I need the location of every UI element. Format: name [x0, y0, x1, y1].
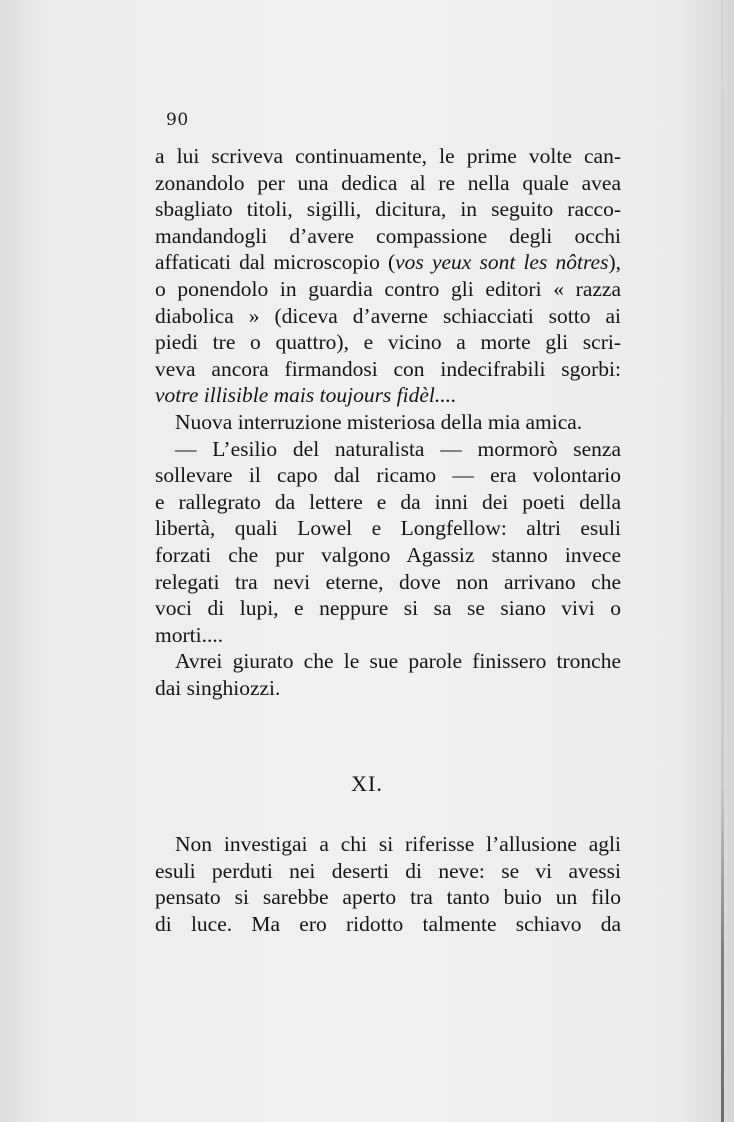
- text-line: — L’esilio del naturalista — mormorò senza: [175, 436, 621, 461]
- text-line: dai singhiozzi.: [155, 675, 281, 700]
- text-line-italic-signature: votre illisible mais toujours fidèl....: [155, 383, 457, 408]
- text-line: veva ancora firmandosi con indecifrabili sgorbi:: [155, 356, 621, 381]
- text-line: Non investigai a chi si riferisse l’allusione agli: [175, 832, 621, 856]
- chapter-text: [155, 831, 621, 937]
- main-text: [155, 143, 621, 701]
- text-line: forzati che pur valgono Agassiz stanno invece: [155, 542, 621, 567]
- page-edge-shadow: [721, 0, 724, 1122]
- text-line: sollevare il capo dal ricamo — era volontario: [155, 463, 621, 488]
- text-fragment: ),: [608, 250, 621, 275]
- italic-quote: vos yeux sont les nôtres: [395, 250, 609, 275]
- text-line: esuli perduti nei deserti di neve: se vi avessi: [155, 858, 621, 883]
- text-line: Avrei giurato che le sue parole finissero tronche: [175, 649, 621, 674]
- chapter-heading: XI.: [351, 771, 383, 796]
- text-line: voci di lupi, e neppure si sa se siano vivi o: [155, 596, 621, 621]
- text-line: e rallegrato da lettere e da inni dei poeti della: [155, 489, 621, 514]
- text-line: relegati tra nevi eterne, dove non arrivano che: [155, 569, 621, 594]
- text-line: morti....: [155, 622, 224, 647]
- text-line: di luce. Ma ero ridotto talmente schiavo da: [155, 911, 621, 936]
- text-line: mandandogli d’avere compassione degli occhi: [155, 223, 621, 248]
- text-line: piedi tre o quattro), e vicino a morte gli scri-: [155, 330, 621, 355]
- text-line: zonandolo per una dedica al re nella quale avea: [155, 170, 621, 195]
- text-line: libertà, quali Lowel e Longfellow: altri esuli: [155, 516, 621, 541]
- text-fragment: affaticati dal microscopio (: [155, 250, 396, 275]
- text-line: o ponendolo in guardia contro gli editori « razza: [155, 276, 621, 301]
- page-number: 90: [166, 110, 189, 130]
- text-line: [155, 249, 621, 276]
- text-line: diabolica » (diceva d’averne schiacciati sotto ai: [155, 303, 621, 328]
- text-line: sbagliato titoli, sigilli, dicitura, in seguito racco-: [155, 197, 621, 222]
- text-line: pensato si sarebbe aperto tra tanto buio un filo: [155, 885, 621, 910]
- text-line: Nuova interruzione misteriosa della mia amica.: [175, 409, 583, 434]
- text-line: a lui scriveva continuamente, le prime volte can-: [155, 144, 621, 168]
